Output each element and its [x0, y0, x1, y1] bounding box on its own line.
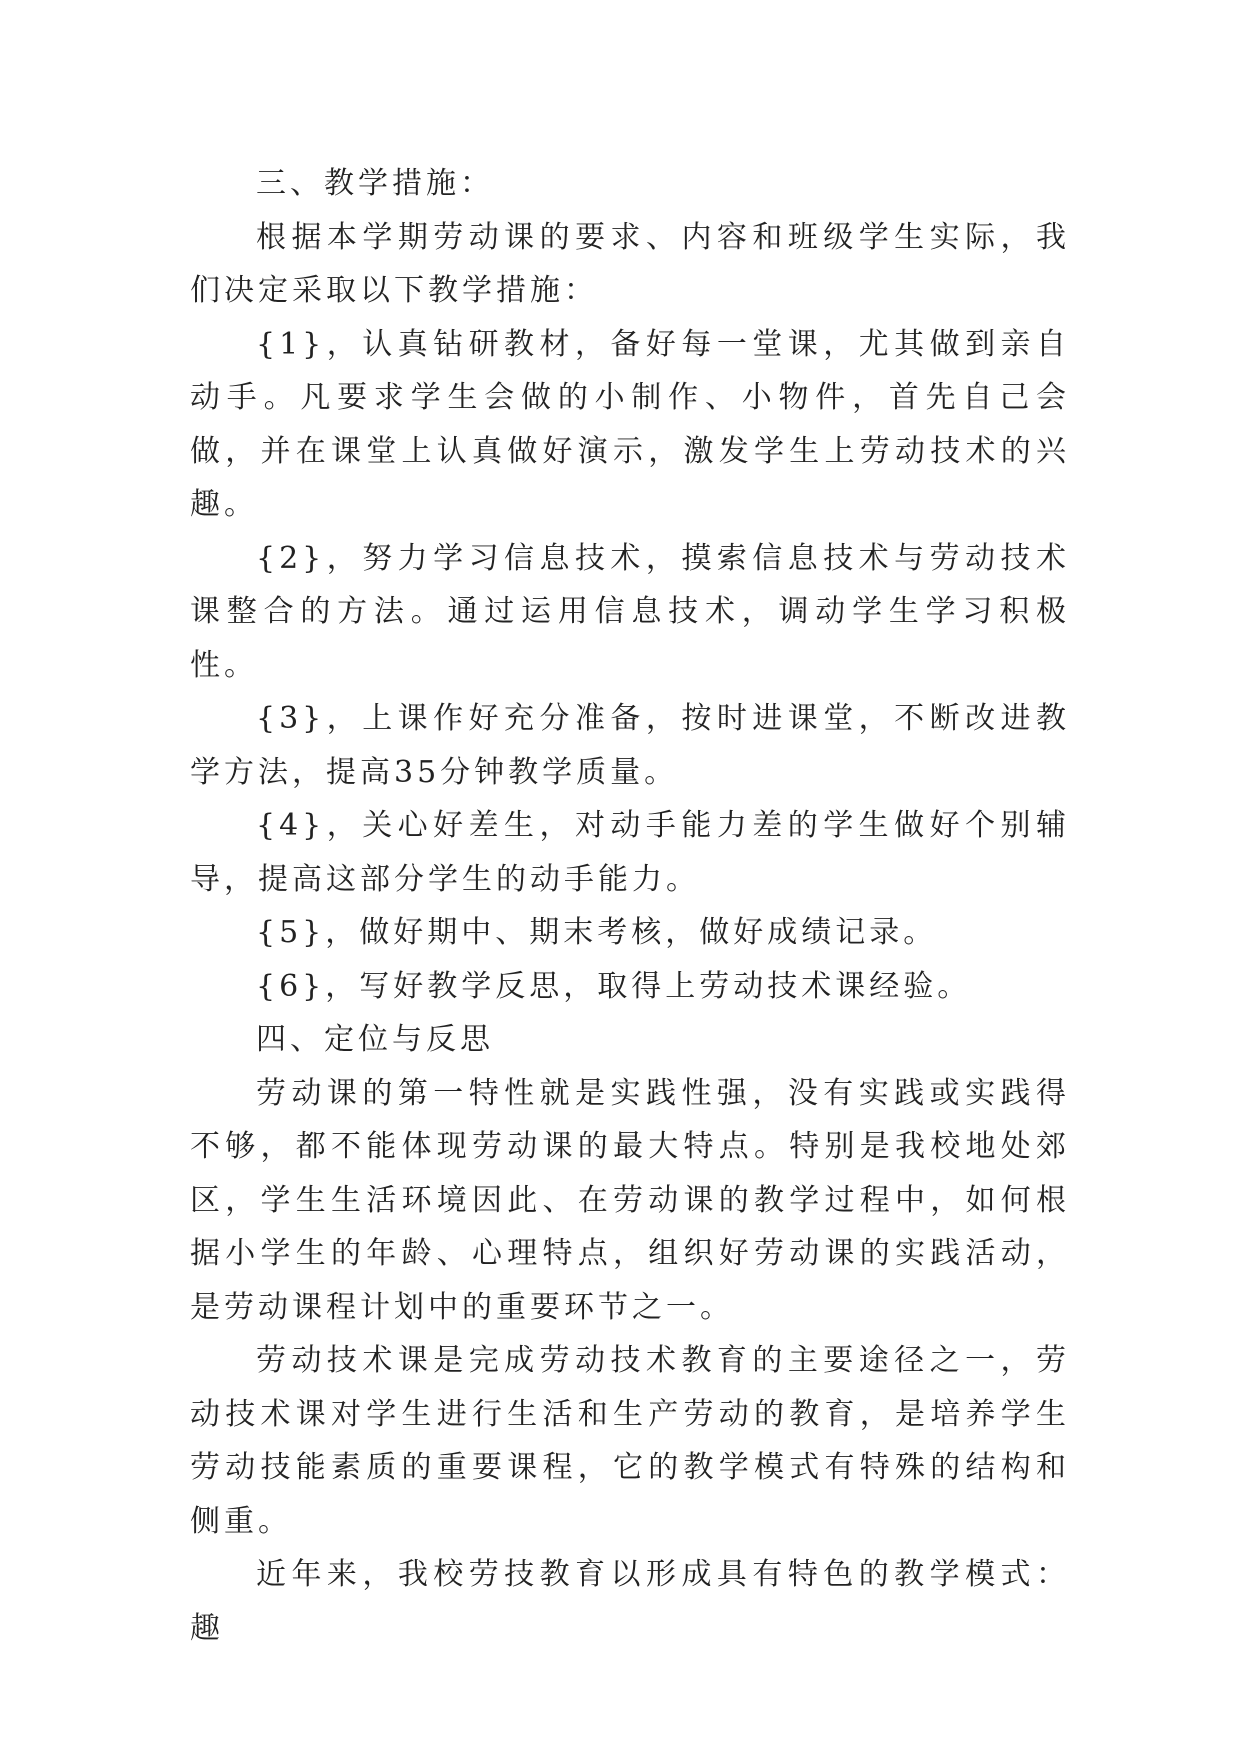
- measure-item-1: {1}，认真钻研教材，备好每一堂课，尤其做到亲自动手。凡要求学生会做的小制作、小物件，首先自己会做，并在课堂上认真做好演示，激发学生上劳动技术的兴趣。: [190, 326, 1070, 522]
- measure-item-2: {2}，努力学习信息技术，摸索信息技术与劳动技术课整合的方法。通过运用信息技术，调动学生学习积极性。: [190, 540, 1070, 683]
- measure-item-6: {6}，写好教学反思，取得上劳动技术课经验。: [256, 968, 972, 1004]
- paragraph-recent-years: 近年来，我校劳技教育以形成具有特色的教学模式：趣: [190, 1557, 1070, 1646]
- section-heading-teaching-measures: 三、教学措施：: [256, 166, 494, 201]
- measure-item-5: {5}，做好期中、期末考核，做好成绩记录。: [256, 915, 938, 950]
- paragraph-practice: 劳动课的第一特性就是实践性强，没有实践或实践得不够，都不能体现劳动课的最大特点。特别是我校地处郊区，学生生活环境因此、在劳动课的教学过程中，如何根据小学生的年龄、心理特点，组织好劳动课的实践活动，是劳动课程计划中的重要环节之一。: [190, 1075, 1070, 1325]
- body-text: [190, 157, 1070, 1655]
- section-heading-positioning: 四、定位与反思: [256, 1022, 494, 1057]
- paragraph-intro: 根据本学期劳动课的要求、内容和班级学生实际，我们决定采取以下教学措施：: [190, 219, 1070, 308]
- paragraph-labor-tech-course: 劳动技术课是完成劳动技术教育的主要途径之一，劳动技术课对学生进行生活和生产劳动的教育，是培养学生劳动技能素质的重要课程，它的教学模式有特殊的结构和侧重。: [190, 1343, 1070, 1539]
- measure-item-3: {3}，上课作好充分准备，按时进课堂，不断改进教学方法，提高35分钟教学质量。: [190, 701, 1070, 790]
- measure-item-4: {4}，关心好差生，对动手能力差的学生做好个别辅导，提高这部分学生的动手能力。: [190, 808, 1070, 897]
